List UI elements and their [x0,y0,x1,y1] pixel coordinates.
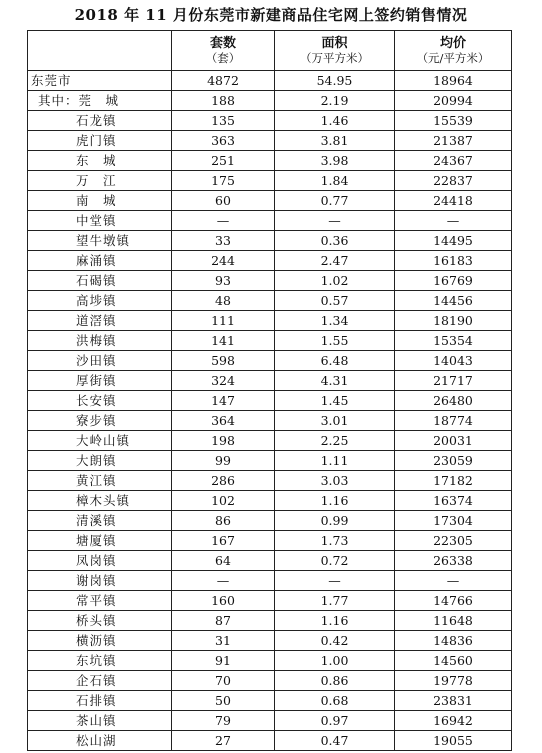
price-cell: — [395,571,512,591]
units-cell: 198 [172,431,275,451]
header-area [275,31,395,71]
area-cell: — [275,571,395,591]
units-cell: 93 [172,271,275,291]
price-cell: 21717 [395,371,512,391]
region-cell: 东 城 [28,151,172,171]
table-row [28,691,512,711]
area-cell: 54.95 [275,71,395,91]
table-row [28,311,512,331]
area-cell: 1.84 [275,171,395,191]
area-cell: 0.97 [275,711,395,731]
table-row [28,551,512,571]
units-cell: 33 [172,231,275,251]
region-cell: 中堂镇 [28,211,172,231]
table-row [28,571,512,591]
units-cell: — [172,571,275,591]
region-cell: 松山湖 [28,731,172,751]
area-cell: 2.19 [275,91,395,111]
region-cell: 企石镇 [28,671,172,691]
region-cell: 其中：莞 城 [28,91,172,111]
units-cell: 48 [172,291,275,311]
area-cell: 0.57 [275,291,395,311]
area-cell: 0.47 [275,731,395,751]
area-cell: 2.25 [275,431,395,451]
area-cell: 1.11 [275,451,395,471]
table-row [28,291,512,311]
region-cell: 黄江镇 [28,471,172,491]
price-cell: — [395,211,512,231]
units-cell: 4872 [172,71,275,91]
price-cell: 21387 [395,131,512,151]
area-cell: 0.42 [275,631,395,651]
header-area-label: 面积 [321,35,348,51]
table-row [28,711,512,731]
price-cell: 14495 [395,231,512,251]
price-cell: 16183 [395,251,512,271]
units-cell: 244 [172,251,275,271]
region-cell: 洪梅镇 [28,331,172,351]
header-region [28,31,172,71]
area-cell: 0.72 [275,551,395,571]
region-cell: 望牛墩镇 [28,231,172,251]
table-row [28,351,512,371]
units-cell: 160 [172,591,275,611]
units-cell: 175 [172,171,275,191]
region-cell: 长安镇 [28,391,172,411]
price-cell: 14043 [395,351,512,371]
units-cell: — [172,211,275,231]
region-cell: 寮步镇 [28,411,172,431]
units-cell: 91 [172,651,275,671]
price-cell: 19055 [395,731,512,751]
area-cell: 0.86 [275,671,395,691]
region-cell: 茶山镇 [28,711,172,731]
region-cell: 清溪镇 [28,511,172,531]
region-cell: 凤岗镇 [28,551,172,571]
price-cell: 23831 [395,691,512,711]
area-cell: 1.77 [275,591,395,611]
region-cell: 厚街镇 [28,371,172,391]
area-cell: 1.46 [275,111,395,131]
price-cell: 20031 [395,431,512,451]
units-cell: 50 [172,691,275,711]
area-cell: 0.68 [275,691,395,711]
price-cell: 19778 [395,671,512,691]
region-cell: 桥头镇 [28,611,172,631]
table-row [28,471,512,491]
units-cell: 87 [172,611,275,631]
region-cell: 石碣镇 [28,271,172,291]
region-cell: 谢岗镇 [28,571,172,591]
region-cell: 樟木头镇 [28,491,172,511]
header-price-label: 均价 [439,35,466,51]
units-cell: 31 [172,631,275,651]
table-row [28,171,512,191]
area-cell: 3.03 [275,471,395,491]
region-cell: 横沥镇 [28,631,172,651]
units-cell: 79 [172,711,275,731]
price-cell: 14456 [395,291,512,311]
units-cell: 70 [172,671,275,691]
area-cell: 1.02 [275,271,395,291]
sales-table [27,30,512,751]
units-cell: 99 [172,451,275,471]
region-cell: 塘厦镇 [28,531,172,551]
table-row [28,451,512,471]
region-cell: 虎门镇 [28,131,172,151]
table-row [28,671,512,691]
price-cell: 11648 [395,611,512,631]
table-row [28,411,512,431]
units-cell: 102 [172,491,275,511]
region-cell: 南 城 [28,191,172,211]
area-cell: 0.99 [275,511,395,531]
area-cell: — [275,211,395,231]
header-price-unit: （元/平方米） [416,50,490,65]
page-title: 2018 年 11 月份东莞市新建商品住宅网上签约销售情况 [74,6,468,24]
table-row [28,591,512,611]
header-price [395,31,512,71]
table-row [28,491,512,511]
units-cell: 64 [172,551,275,571]
units-cell: 141 [172,331,275,351]
units-cell: 167 [172,531,275,551]
units-cell: 598 [172,351,275,371]
area-cell: 3.01 [275,411,395,431]
price-cell: 16769 [395,271,512,291]
price-cell: 14836 [395,631,512,651]
header-units [172,31,275,71]
table-row [28,271,512,291]
table-row [28,91,512,111]
header-area-unit: （万平方米） [300,50,369,65]
area-cell: 3.98 [275,151,395,171]
table-row [28,391,512,411]
area-cell: 6.48 [275,351,395,371]
units-cell: 188 [172,91,275,111]
table-row [28,151,512,171]
price-cell: 18190 [395,311,512,331]
region-cell: 东坑镇 [28,651,172,671]
units-cell: 135 [172,111,275,131]
table-row [28,431,512,451]
units-cell: 27 [172,731,275,751]
price-cell: 18774 [395,411,512,431]
region-cell: 大岭山镇 [28,431,172,451]
price-cell: 16942 [395,711,512,731]
units-cell: 324 [172,371,275,391]
table-row [28,111,512,131]
region-cell: 石排镇 [28,691,172,711]
price-cell: 15539 [395,111,512,131]
table-row [28,231,512,251]
area-cell: 1.55 [275,331,395,351]
region-cell: 大朗镇 [28,451,172,471]
units-cell: 86 [172,511,275,531]
area-cell: 4.31 [275,371,395,391]
table-row [28,511,512,531]
price-cell: 22305 [395,531,512,551]
units-cell: 60 [172,191,275,211]
area-cell: 1.34 [275,311,395,331]
price-cell: 18964 [395,71,512,91]
region-cell: 常平镇 [28,591,172,611]
area-cell: 1.00 [275,651,395,671]
region-cell: 麻涌镇 [28,251,172,271]
area-cell: 1.73 [275,531,395,551]
table-row [28,531,512,551]
table-header-row [28,31,512,71]
price-cell: 16374 [395,491,512,511]
table-row [28,631,512,651]
price-cell: 14560 [395,651,512,671]
units-cell: 147 [172,391,275,411]
table-row [28,191,512,211]
area-cell: 2.47 [275,251,395,271]
area-cell: 0.77 [275,191,395,211]
price-cell: 17304 [395,511,512,531]
area-cell: 0.36 [275,231,395,251]
units-cell: 251 [172,151,275,171]
area-cell: 3.81 [275,131,395,151]
table-row [28,731,512,751]
area-cell: 1.16 [275,611,395,631]
price-cell: 20994 [395,91,512,111]
table-row [28,251,512,271]
region-cell: 石龙镇 [28,111,172,131]
table-row [28,611,512,631]
region-cell: 万 江 [28,171,172,191]
price-cell: 14766 [395,591,512,611]
price-cell: 24418 [395,191,512,211]
units-cell: 286 [172,471,275,491]
units-cell: 363 [172,131,275,151]
area-cell: 1.45 [275,391,395,411]
price-cell: 24367 [395,151,512,171]
table-row [28,331,512,351]
region-cell: 东莞市 [28,71,172,91]
price-cell: 26338 [395,551,512,571]
header-units-label: 套数 [209,35,236,51]
region-cell: 高埗镇 [28,291,172,311]
table-row [28,71,512,91]
price-cell: 15354 [395,331,512,351]
price-cell: 23059 [395,451,512,471]
header-units-unit: （套） [205,50,241,65]
table-row [28,131,512,151]
table-row [28,651,512,671]
region-cell: 道滘镇 [28,311,172,331]
table-row [28,211,512,231]
price-cell: 26480 [395,391,512,411]
region-cell: 沙田镇 [28,351,172,371]
units-cell: 364 [172,411,275,431]
price-cell: 22837 [395,171,512,191]
price-cell: 17182 [395,471,512,491]
table-row [28,371,512,391]
area-cell: 1.16 [275,491,395,511]
units-cell: 111 [172,311,275,331]
